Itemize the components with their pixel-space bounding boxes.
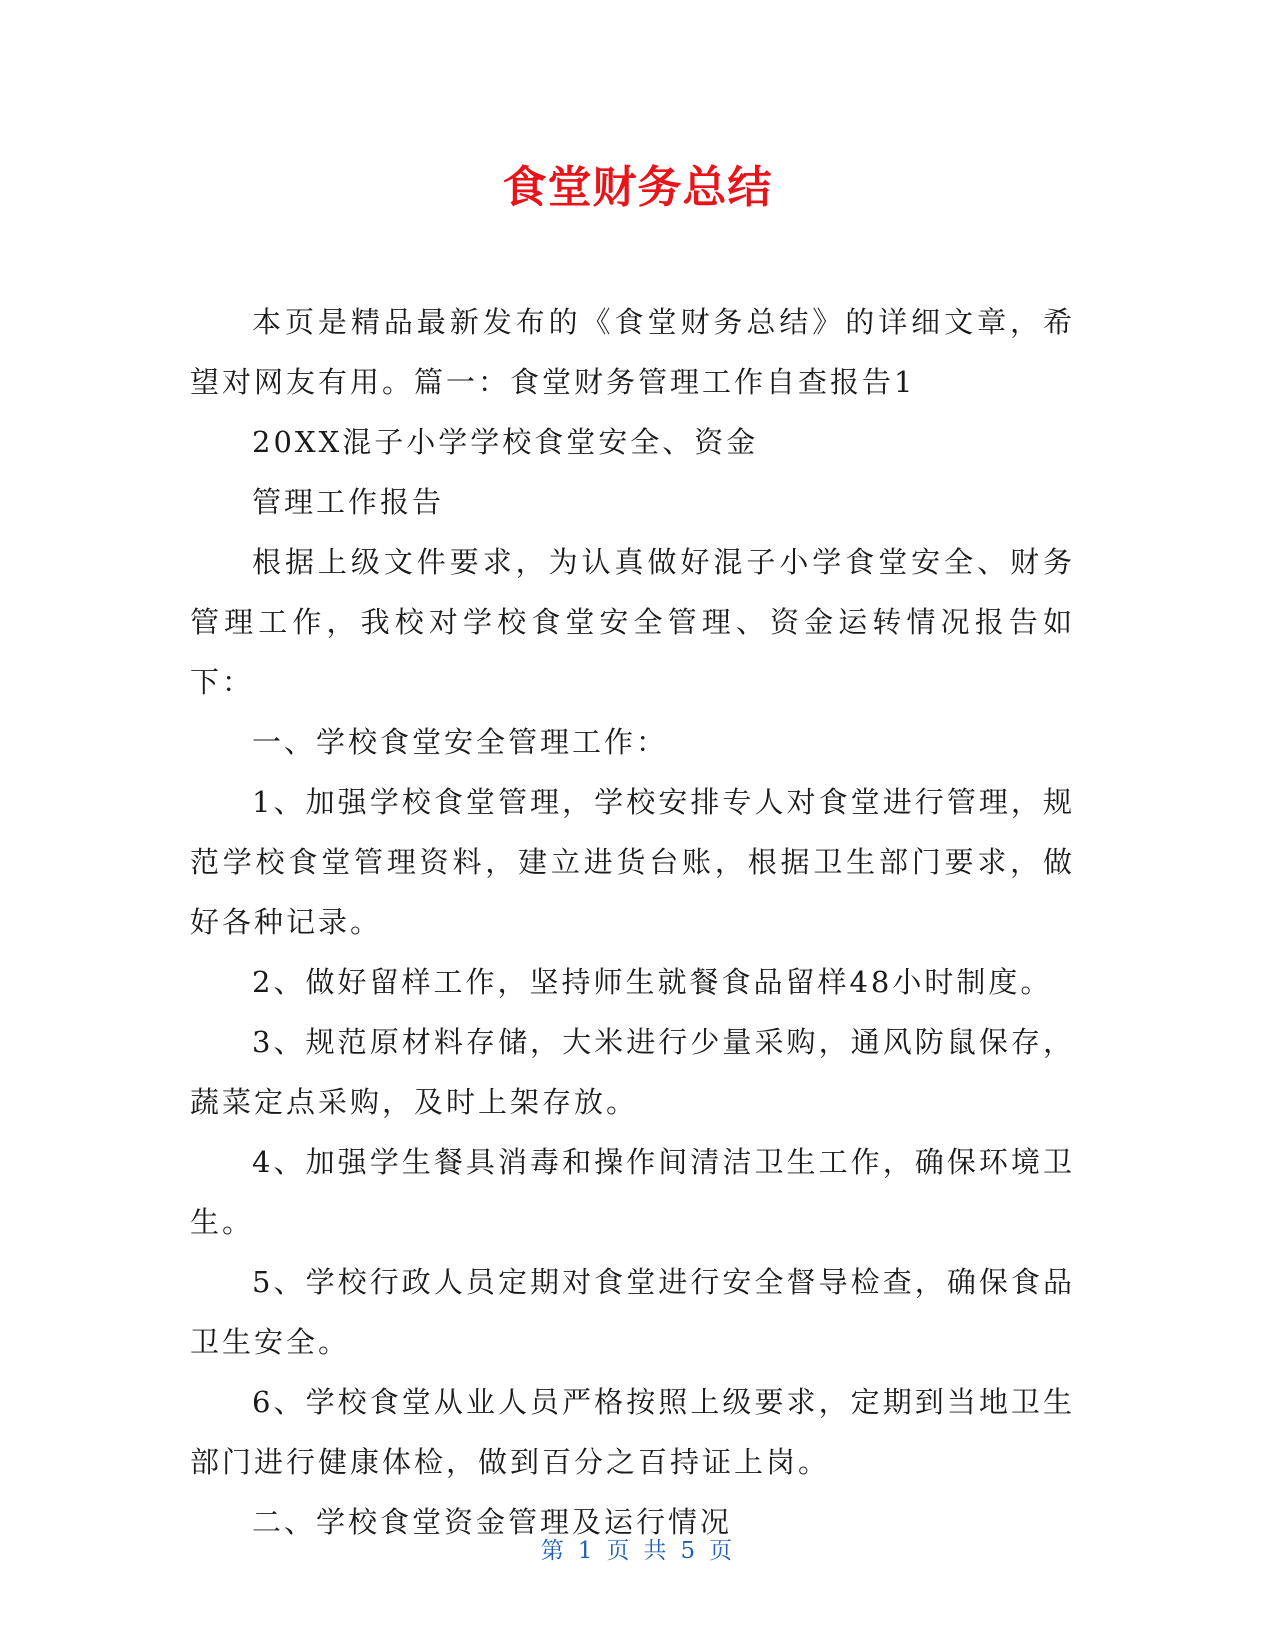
footer-total-pages: 5	[680, 1538, 698, 1564]
footer-total-prefix: 共	[643, 1538, 669, 1564]
paragraph-purpose: 根据上级文件要求，为认真做好混子小学食堂安全、财务管理工作，我校对学校食堂安全管理、资金运转情况报告如下：	[190, 545, 1075, 699]
section-heading-funds: 二、学校食堂资金管理及运行情况	[252, 1505, 733, 1539]
footer-current-page: 1	[577, 1538, 595, 1564]
section-heading-safety: 一、学校食堂安全管理工作：	[252, 725, 669, 759]
list-item-2: 2、做好留样工作，坚持师生就餐食品留样48小时制度。	[252, 965, 1053, 999]
document-body	[190, 292, 1075, 1552]
footer-prefix: 第	[540, 1538, 566, 1564]
paragraph-report-heading-2: 管理工作报告	[252, 485, 445, 519]
list-item-4: 4、加强学生餐具消毒和操作间清洁卫生工作，确保环境卫生。	[190, 1145, 1075, 1239]
list-item-1: 1、加强学校食堂管理，学校安排专人对食堂进行管理，规范学校食堂管理资料，建立进货台账，根据卫生部门要求，做好各种记录。	[190, 785, 1075, 939]
page-footer	[0, 1532, 1275, 1565]
footer-mid: 页	[606, 1538, 632, 1564]
footer-suffix: 页	[709, 1538, 735, 1564]
list-item-5: 5、学校行政人员定期对食堂进行安全督导检查，确保食品卫生安全。	[190, 1265, 1075, 1359]
paragraph-report-heading-1: 20XX混子小学学校食堂安全、资金	[252, 425, 759, 459]
document-title: 食堂财务总结	[502, 162, 773, 213]
list-item-6: 6、学校食堂从业人员严格按照上级要求，定期到当地卫生部门进行健康体检，做到百分之百持证上岗。	[190, 1385, 1075, 1479]
list-item-3: 3、规范原材料存储，大米进行少量采购，通风防鼠保存，蔬菜定点采购，及时上架存放。	[190, 1025, 1075, 1119]
paragraph-intro: 本页是精品最新发布的《食堂财务总结》的详细文章，希望对网友有用。篇一：食堂财务管理工作自查报告1	[190, 305, 1075, 399]
